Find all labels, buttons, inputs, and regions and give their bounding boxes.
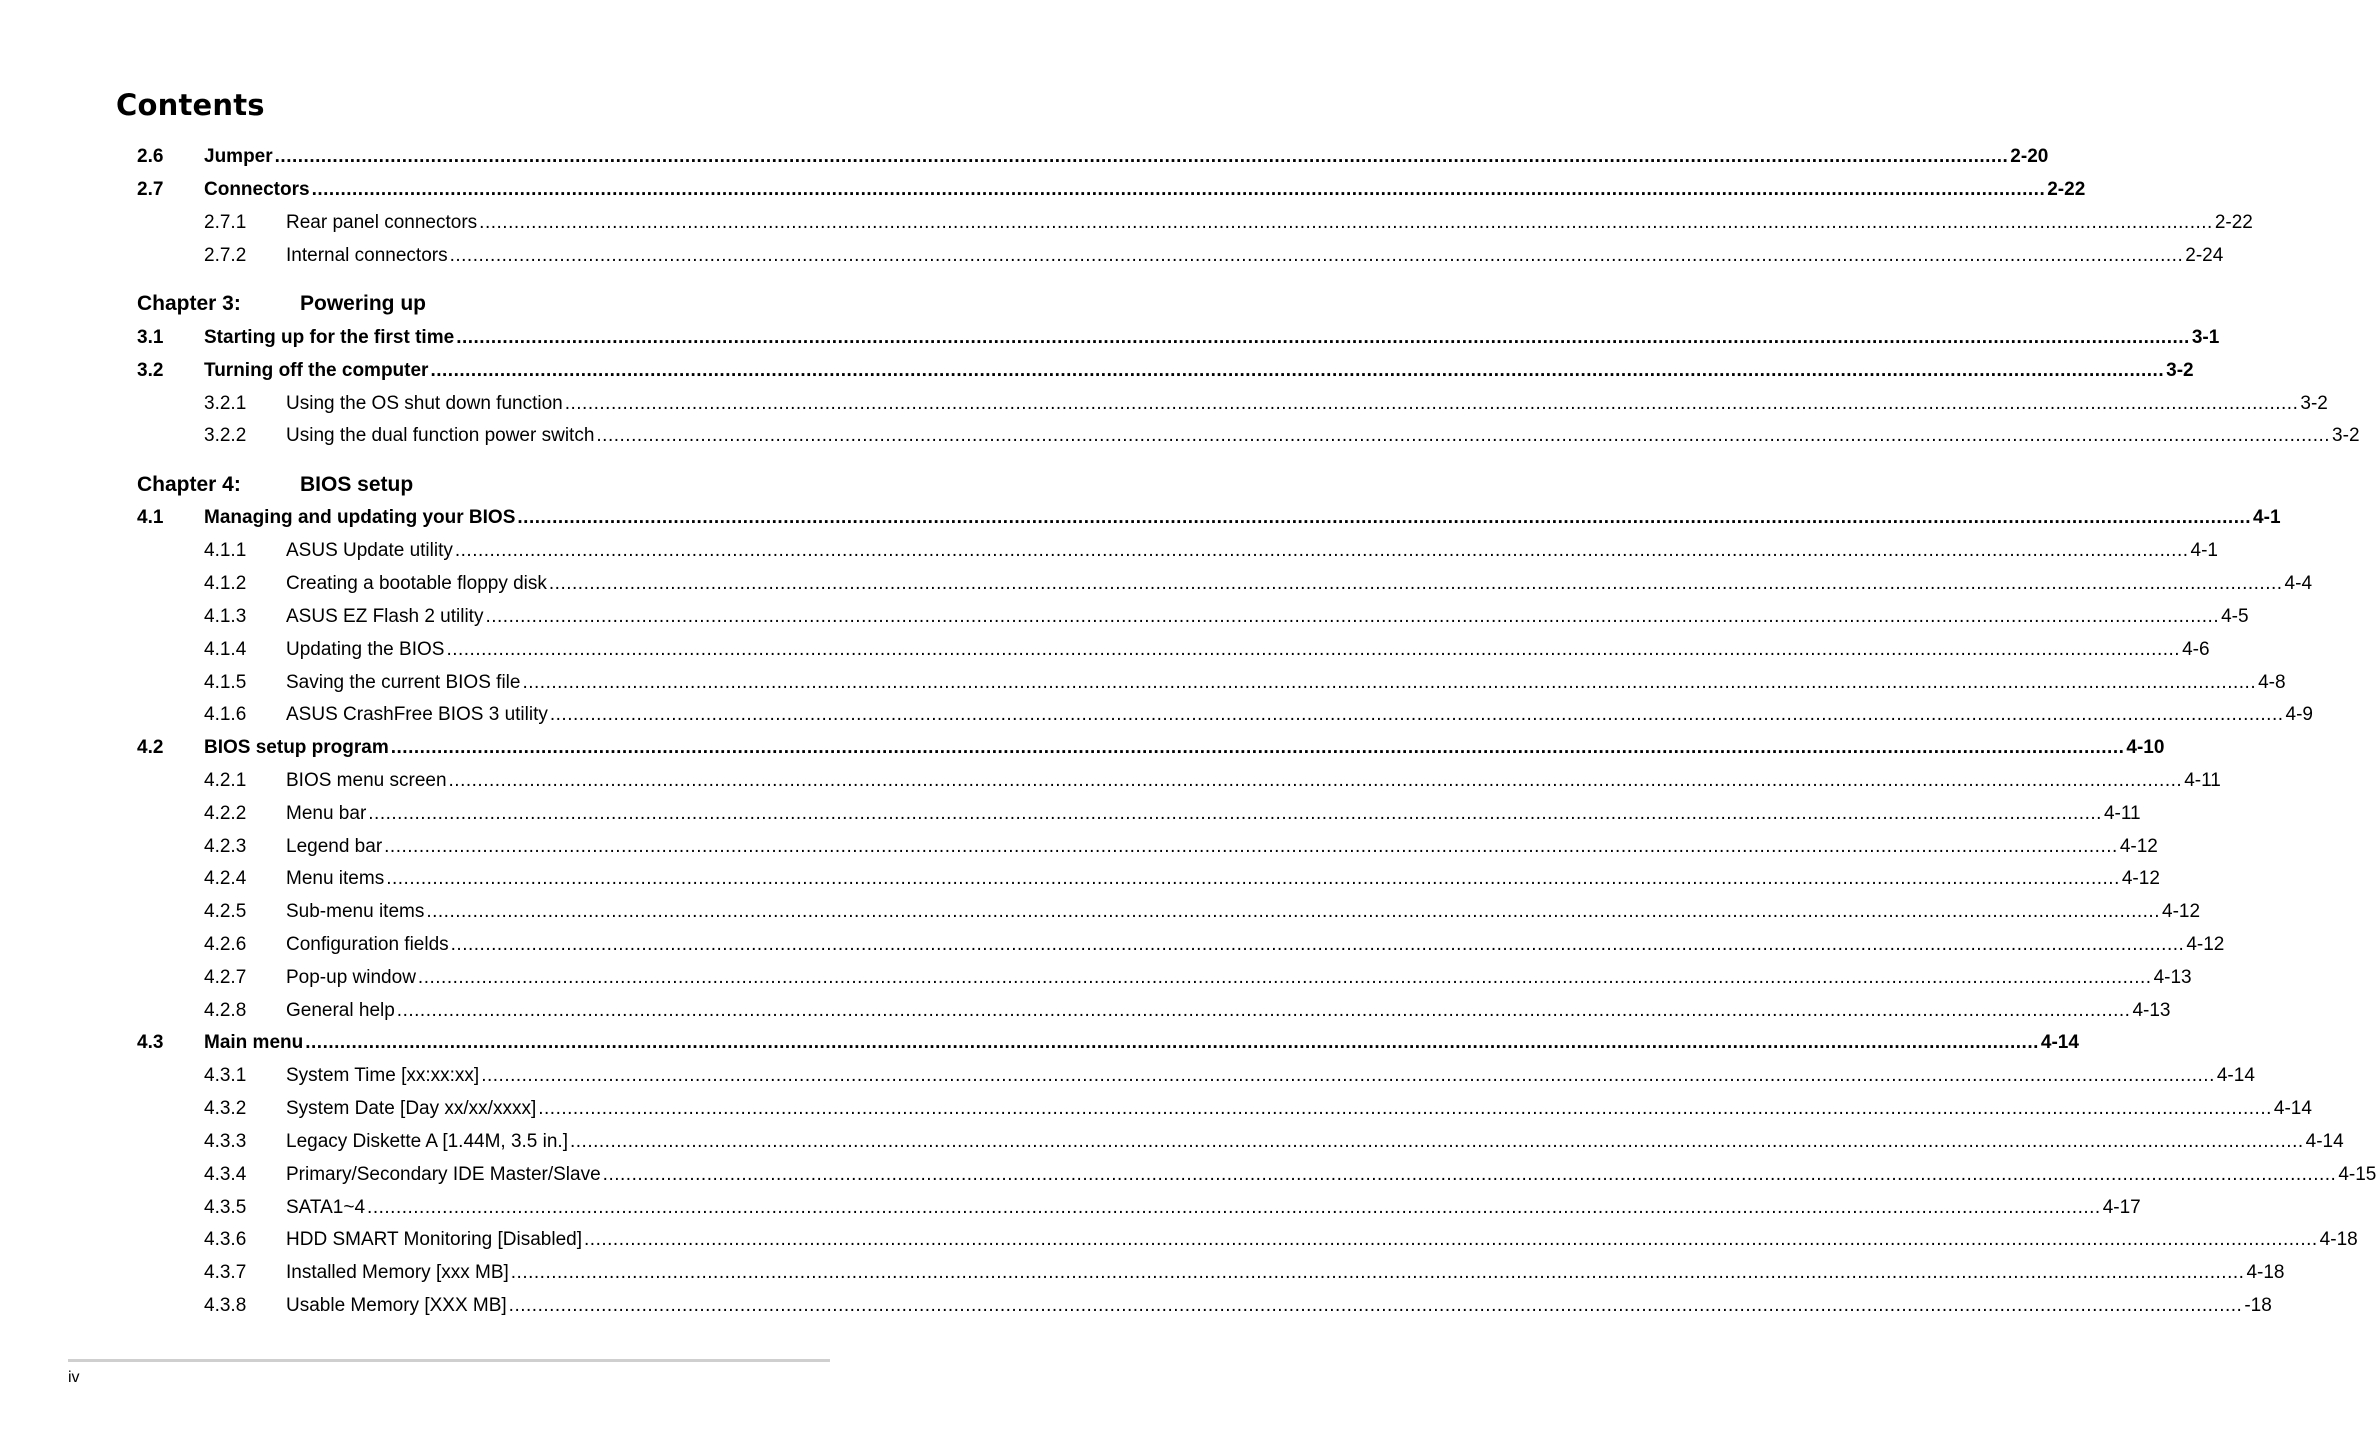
entry-page: 4-13: [2132, 1000, 2171, 1021]
entry-number: 4.1.6: [204, 704, 247, 725]
entry-number: 4.2.4: [204, 868, 247, 889]
entry-page: 4-12: [2186, 934, 2225, 955]
entry-page: 2-22: [2214, 212, 2253, 233]
dot-leader: ............................................................................................................................................................................................................................................................................................................: [517, 507, 2252, 528]
entry-line: [204, 145, 2049, 169]
entry-title: Main menu: [204, 1032, 304, 1053]
dot-leader: ............................................................................................................................................................................................................................................................................................................: [390, 737, 2125, 758]
toc-entry[interactable]: [0, 638, 2210, 662]
entry-number: 4.3: [137, 1032, 164, 1053]
entry-page: 4-14: [2216, 1065, 2255, 1086]
chapter-label: Chapter 4:: [137, 473, 241, 496]
entry-page: -18: [2244, 1295, 2272, 1316]
dot-leader: ............................................................................................................................................................................................................................................................................................................: [386, 868, 2120, 889]
entry-line: [286, 703, 2313, 727]
entry-line: [286, 802, 2141, 826]
entry-line: [204, 359, 2194, 383]
entry-title: System Time [xx:xx:xx]: [286, 1065, 480, 1086]
toc-entry[interactable]: [0, 244, 2224, 268]
entry-title: Creating a bootable floppy disk: [286, 573, 547, 594]
entry-line: [286, 769, 2221, 793]
entry-title: Connectors: [204, 179, 310, 200]
entry-number: 4.3.3: [204, 1131, 247, 1152]
entry-title: Saving the current BIOS file: [286, 672, 521, 693]
entry-line: [286, 1163, 2376, 1187]
dot-leader: ............................................................................................................................................................................................................................................................................................................: [311, 179, 2046, 200]
entry-title: Turning off the computer: [204, 360, 429, 381]
entry-page: 4-14: [2040, 1032, 2079, 1053]
entry-page: 3-1: [2191, 327, 2220, 348]
toc-entry[interactable]: [0, 506, 2281, 530]
entry-title: Using the OS shut down function: [286, 393, 563, 414]
entry-page: 4-12: [2119, 836, 2158, 857]
dot-leader: ............................................................................................................................................................................................................................................................................................................: [596, 425, 2331, 446]
footer-rule: [68, 1359, 830, 1362]
entry-line: [204, 736, 2165, 760]
entry-number: 4.3.5: [204, 1197, 247, 1218]
entry-title: Starting up for the first time: [204, 327, 455, 348]
entry-number: 4.1.3: [204, 606, 247, 627]
toc-entry[interactable]: [0, 867, 2160, 891]
entry-number: 2.7.2: [204, 245, 247, 266]
toc-entry[interactable]: [0, 424, 2360, 448]
entry-title: System Date [Day xx/xx/xxxx]: [286, 1098, 537, 1119]
entry-number: 2.7: [137, 179, 164, 200]
dot-leader: ............................................................................................................................................................................................................................................................................................................: [368, 803, 2102, 824]
toc-entry[interactable]: [0, 736, 2165, 760]
entry-title: Legacy Diskette A [1.44M, 3.5 in.]: [286, 1131, 568, 1152]
toc-entry[interactable]: [0, 572, 2313, 596]
entry-page: 4-12: [2162, 901, 2201, 922]
entry-page: 4-4: [2284, 573, 2313, 594]
entry-title: Managing and updating your BIOS: [204, 507, 516, 528]
entry-title: Menu items: [286, 868, 385, 889]
entry-line: [286, 1097, 2312, 1121]
toc-entry[interactable]: [0, 835, 2158, 859]
dot-leader: ............................................................................................................................................................................................................................................................................................................: [367, 1197, 2101, 1218]
dot-leader: ............................................................................................................................................................................................................................................................................................................: [449, 245, 2184, 266]
entry-title: ASUS CrashFree BIOS 3 utility: [286, 704, 548, 725]
entry-line: [286, 835, 2158, 859]
entry-title: Using the dual function power switch: [286, 425, 595, 446]
toc-entry[interactable]: [0, 1064, 2255, 1088]
entry-number: 2.7.1: [204, 212, 247, 233]
chapter-heading: [0, 290, 954, 318]
dot-leader: ............................................................................................................................................................................................................................................................................................................: [584, 1229, 2318, 1250]
entry-line: [286, 671, 2286, 695]
dot-leader: ............................................................................................................................................................................................................................................................................................................: [274, 146, 2009, 167]
entry-page: 4-14: [2273, 1098, 2312, 1119]
entry-title: Menu bar: [286, 803, 367, 824]
toc-entry[interactable]: [0, 1130, 2344, 1154]
entry-title: HDD SMART Monitoring [Disabled]: [286, 1229, 583, 1250]
page-title: Contents: [116, 88, 265, 122]
entry-number: 4.2.1: [204, 770, 247, 791]
entry-title: Configuration fields: [286, 934, 449, 955]
entry-number: 4.2.8: [204, 1000, 247, 1021]
entry-line: [286, 424, 2360, 448]
entry-title: ASUS Update utility: [286, 540, 453, 561]
entry-page: 4-15: [2338, 1164, 2376, 1185]
dot-leader: ............................................................................................................................................................................................................................................................................................................: [564, 393, 2299, 414]
dot-leader: ............................................................................................................................................................................................................................................................................................................: [454, 540, 2189, 561]
dot-leader: ............................................................................................................................................................................................................................................................................................................: [508, 1295, 2243, 1316]
entry-title: SATA1~4: [286, 1197, 366, 1218]
chapter-title: BIOS setup: [300, 473, 414, 496]
chapter-heading: [0, 471, 954, 499]
entry-line: [286, 572, 2313, 596]
toc-entry[interactable]: [0, 999, 2171, 1023]
dot-leader: ............................................................................................................................................................................................................................................................................................................: [430, 360, 2165, 381]
entry-number: 4.3.1: [204, 1065, 247, 1086]
chapter-title: Powering up: [300, 292, 426, 315]
entry-line: [286, 1196, 2141, 1220]
entry-number: 4.2.5: [204, 901, 247, 922]
dot-leader: ............................................................................................................................................................................................................................................................................................................: [602, 1164, 2337, 1185]
dot-leader: ............................................................................................................................................................................................................................................................................................................: [481, 1065, 2215, 1086]
entry-title: Jumper: [204, 146, 273, 167]
toc-entry[interactable]: [0, 966, 2192, 990]
toc-entry[interactable]: [0, 605, 2249, 629]
entry-page: 4-5: [2221, 606, 2249, 627]
entry-number: 2.6: [137, 146, 164, 167]
entry-page: 4-1: [2253, 507, 2281, 528]
dot-leader: ............................................................................................................................................................................................................................................................................................................: [417, 967, 2152, 988]
entry-line: [286, 392, 2328, 416]
dot-leader: ............................................................................................................................................................................................................................................................................................................: [396, 1000, 2131, 1021]
toc-entry[interactable]: [0, 900, 2201, 924]
toc-entry[interactable]: [0, 802, 2141, 826]
entry-line: [286, 1261, 2285, 1285]
dot-leader: ............................................................................................................................................................................................................................................................................................................: [485, 606, 2220, 627]
entry-number: 4.3.4: [204, 1164, 247, 1185]
entry-title: Sub-menu items: [286, 901, 425, 922]
entry-title: ASUS EZ Flash 2 utility: [286, 606, 484, 627]
entry-line: [286, 605, 2249, 629]
dot-leader: ............................................................................................................................................................................................................................................................................................................: [446, 639, 2181, 660]
toc-entry[interactable]: [0, 1261, 2285, 1285]
entry-number: 4.3.8: [204, 1295, 247, 1316]
entry-number: 4.3.7: [204, 1262, 247, 1283]
dot-leader: ............................................................................................................................................................................................................................................................................................................: [479, 212, 2213, 233]
toc-entry[interactable]: [0, 671, 2286, 695]
entry-page: 3-2: [2300, 393, 2328, 414]
entry-number: 3.2.1: [204, 393, 247, 414]
dot-leader: ............................................................................................................................................................................................................................................................................................................: [456, 327, 2190, 348]
entry-line: [204, 326, 2220, 350]
dot-leader: ............................................................................................................................................................................................................................................................................................................: [538, 1098, 2272, 1119]
entry-line: [286, 1294, 2272, 1318]
entry-title: Rear panel connectors: [286, 212, 478, 233]
entry-title: General help: [286, 1000, 395, 1021]
entry-line: [286, 900, 2201, 924]
toc-entry[interactable]: [0, 392, 2328, 416]
entry-page: 2-24: [2185, 245, 2224, 266]
entry-page: 4-1: [2190, 540, 2218, 561]
entry-line: [286, 999, 2171, 1023]
entry-line: [204, 178, 2086, 202]
page-number: iv: [68, 1369, 80, 1386]
entry-line: [286, 244, 2224, 268]
entry-number: 3.2: [137, 360, 164, 381]
entry-page: 4-13: [2153, 967, 2192, 988]
entry-page: 4-8: [2258, 672, 2286, 693]
dot-leader: ............................................................................................................................................................................................................................................................................................................: [305, 1032, 2039, 1053]
entry-title: Installed Memory [xxx MB]: [286, 1262, 509, 1283]
entry-page: 4-18: [2246, 1262, 2285, 1283]
entry-page: 4-11: [2184, 770, 2221, 791]
entry-number: 4.3.2: [204, 1098, 247, 1119]
dot-leader: ............................................................................................................................................................................................................................................................................................................: [548, 573, 2283, 594]
entry-number: 4.1: [137, 507, 164, 528]
toc-entry[interactable]: [0, 933, 2225, 957]
entry-line: [204, 506, 2281, 530]
toc-entry[interactable]: [0, 178, 2086, 202]
toc-entry[interactable]: [0, 359, 2194, 383]
entry-title: Internal connectors: [286, 245, 448, 266]
toc-entry[interactable]: [0, 326, 2220, 350]
entry-number: 4.1.5: [204, 672, 247, 693]
entry-line: [286, 867, 2160, 891]
entry-number: 3.2.2: [204, 425, 247, 446]
dot-leader: ............................................................................................................................................................................................................................................................................................................: [522, 672, 2257, 693]
entry-title: Primary/Secondary IDE Master/Slave: [286, 1164, 601, 1185]
entry-page: 2-20: [2010, 146, 2049, 167]
toc-entry[interactable]: [0, 145, 2049, 169]
toc-entry[interactable]: [0, 1031, 2079, 1055]
entry-number: 4.2.7: [204, 967, 247, 988]
entry-line: [286, 638, 2210, 662]
toc-entry[interactable]: [0, 539, 2218, 563]
toc-entry[interactable]: [0, 1097, 2312, 1121]
entry-page: 2-22: [2047, 179, 2086, 200]
entry-page: 3-2: [2166, 360, 2194, 381]
entry-title: Pop-up window: [286, 967, 416, 988]
entry-line: [286, 1064, 2255, 1088]
dot-leader: ............................................................................................................................................................................................................................................................................................................: [549, 704, 2284, 725]
toc-entry[interactable]: [0, 211, 2253, 235]
toc-entry[interactable]: [0, 1196, 2141, 1220]
entry-line: [286, 933, 2225, 957]
toc-entry[interactable]: [0, 769, 2221, 793]
toc-entry[interactable]: [0, 1163, 2376, 1187]
entry-page: 3-2: [2332, 425, 2360, 446]
dot-leader: ............................................................................................................................................................................................................................................................................................................: [426, 901, 2160, 922]
entry-number: 4.2: [137, 737, 164, 758]
toc-entry[interactable]: [0, 1228, 2358, 1252]
toc-entry[interactable]: [0, 1294, 2272, 1318]
entry-line: [286, 539, 2218, 563]
chapter-label: Chapter 3:: [137, 292, 241, 315]
entry-page: 4-12: [2121, 868, 2160, 889]
entry-title: Usable Memory [XXX MB]: [286, 1295, 507, 1316]
entry-title: BIOS menu screen: [286, 770, 447, 791]
entry-line: [286, 1130, 2344, 1154]
dot-leader: ............................................................................................................................................................................................................................................................................................................: [510, 1262, 2245, 1283]
entry-page: 4-14: [2305, 1131, 2344, 1152]
entry-number: 4.2.2: [204, 803, 247, 824]
entry-number: 4.2.3: [204, 836, 247, 857]
dot-leader: ............................................................................................................................................................................................................................................................................................................: [448, 770, 2183, 791]
entry-title: BIOS setup program: [204, 737, 389, 758]
entry-page: 4-17: [2102, 1197, 2141, 1218]
entry-number: 4.1.1: [204, 540, 247, 561]
entry-page: 4-6: [2182, 639, 2210, 660]
toc-entry[interactable]: [0, 703, 2313, 727]
entry-number: 4.2.6: [204, 934, 247, 955]
entry-page: 4-9: [2285, 704, 2313, 725]
entry-page: 4-18: [2319, 1229, 2358, 1250]
entry-title: Legend bar: [286, 836, 383, 857]
entry-number: 4.1.4: [204, 639, 247, 660]
entry-number: 4.1.2: [204, 573, 247, 594]
dot-leader: ............................................................................................................................................................................................................................................................................................................: [384, 836, 2118, 857]
entry-page: 4-10: [2126, 737, 2165, 758]
entry-number: 4.3.6: [204, 1229, 247, 1250]
dot-leader: ............................................................................................................................................................................................................................................................................................................: [570, 1131, 2304, 1152]
entry-line: [286, 211, 2253, 235]
entry-page: 4-11: [2103, 803, 2141, 824]
dot-leader: ............................................................................................................................................................................................................................................................................................................: [450, 934, 2185, 955]
entry-title: Updating the BIOS: [286, 639, 445, 660]
entry-line: [204, 1031, 2079, 1055]
entry-number: 3.1: [137, 327, 164, 348]
entry-line: [286, 1228, 2358, 1252]
entry-line: [286, 966, 2192, 990]
